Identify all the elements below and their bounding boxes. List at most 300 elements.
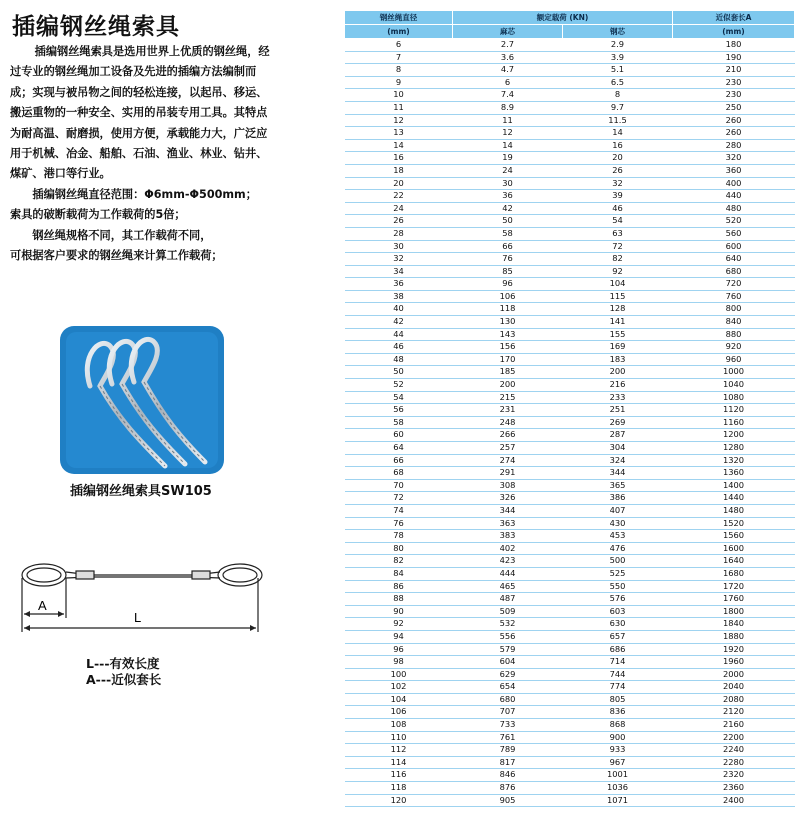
table-row bbox=[345, 278, 795, 291]
sling-dimension-diagram bbox=[10, 548, 280, 648]
description-paragraph: 插编钢丝绳索具是选用世界上优质的钢丝绳，经过专业的钢丝绳加工设备及先进的插编方法编制而成；实现与被吊物之间的轻松连接，以起吊、移运、搬运重物的一种安全、实用的吊装专用工具。其特点为耐高温、耐磨损，使用方便，承载能力大，广泛应用于机械、冶金、船舶、石油、渔业、林业、钻井、煤矿、港口等行业。 bbox=[10, 45, 270, 181]
cell-diameter: 68 bbox=[345, 467, 453, 480]
cell-loop-length: 1920 bbox=[673, 643, 795, 656]
cell-loop-length: 2240 bbox=[673, 744, 795, 757]
cell-diameter: 90 bbox=[345, 605, 453, 618]
table-row bbox=[345, 76, 795, 89]
cell-fiber-core-load: 170 bbox=[453, 353, 563, 366]
cell-loop-length: 260 bbox=[673, 114, 795, 127]
cell-fiber-core-load: 248 bbox=[453, 416, 563, 429]
cell-fiber-core-load: 66 bbox=[453, 240, 563, 253]
table-row bbox=[345, 618, 795, 631]
table-row bbox=[345, 164, 795, 177]
table-row bbox=[345, 114, 795, 127]
cell-diameter: 13 bbox=[345, 127, 453, 140]
cell-loop-length: 1400 bbox=[673, 479, 795, 492]
cell-diameter: 88 bbox=[345, 593, 453, 606]
cell-steel-core-load: 900 bbox=[563, 731, 673, 744]
table-row bbox=[345, 769, 795, 782]
cell-fiber-core-load: 817 bbox=[453, 756, 563, 769]
cell-fiber-core-load: 629 bbox=[453, 668, 563, 681]
cell-diameter: 112 bbox=[345, 744, 453, 757]
cell-diameter: 32 bbox=[345, 253, 453, 266]
cell-diameter: 26 bbox=[345, 215, 453, 228]
table-row bbox=[345, 51, 795, 64]
cell-fiber-core-load: 509 bbox=[453, 605, 563, 618]
table-row bbox=[345, 253, 795, 266]
cell-diameter: 11 bbox=[345, 101, 453, 114]
cell-steel-core-load: 657 bbox=[563, 630, 673, 643]
cell-loop-length: 1040 bbox=[673, 379, 795, 392]
cell-diameter: 12 bbox=[345, 114, 453, 127]
table-row bbox=[345, 794, 795, 807]
specification-table-container bbox=[344, 10, 794, 807]
cell-loop-length: 1600 bbox=[673, 542, 795, 555]
cell-steel-core-load: 774 bbox=[563, 681, 673, 694]
table-body bbox=[345, 39, 795, 807]
cell-loop-length: 2400 bbox=[673, 794, 795, 807]
cell-diameter: 44 bbox=[345, 328, 453, 341]
table-row bbox=[345, 240, 795, 253]
cell-steel-core-load: 933 bbox=[563, 744, 673, 757]
table-row bbox=[345, 227, 795, 240]
cell-diameter: 14 bbox=[345, 139, 453, 152]
cell-fiber-core-load: 326 bbox=[453, 492, 563, 505]
cell-steel-core-load: 576 bbox=[563, 593, 673, 606]
cell-diameter: 30 bbox=[345, 240, 453, 253]
cell-fiber-core-load: 532 bbox=[453, 618, 563, 631]
cell-steel-core-load: 1001 bbox=[563, 769, 673, 782]
cell-loop-length: 720 bbox=[673, 278, 795, 291]
cell-loop-length: 840 bbox=[673, 316, 795, 329]
cell-loop-length: 1200 bbox=[673, 429, 795, 442]
cell-fiber-core-load: 308 bbox=[453, 479, 563, 492]
cell-steel-core-load: 115 bbox=[563, 290, 673, 303]
cell-steel-core-load: 550 bbox=[563, 580, 673, 593]
cell-fiber-core-load: 143 bbox=[453, 328, 563, 341]
cell-diameter: 92 bbox=[345, 618, 453, 631]
table-row bbox=[345, 39, 795, 52]
cell-loop-length: 180 bbox=[673, 39, 795, 52]
cell-fiber-core-load: 76 bbox=[453, 253, 563, 266]
cell-diameter: 84 bbox=[345, 567, 453, 580]
cell-diameter: 6 bbox=[345, 39, 453, 52]
cell-loop-length: 1000 bbox=[673, 366, 795, 379]
cell-diameter: 86 bbox=[345, 580, 453, 593]
cell-fiber-core-load: 761 bbox=[453, 731, 563, 744]
cell-loop-length: 1800 bbox=[673, 605, 795, 618]
cell-fiber-core-load: 402 bbox=[453, 542, 563, 555]
cell-steel-core-load: 20 bbox=[563, 152, 673, 165]
cell-fiber-core-load: 215 bbox=[453, 391, 563, 404]
cell-loop-length: 2200 bbox=[673, 731, 795, 744]
cell-loop-length: 1840 bbox=[673, 618, 795, 631]
cell-fiber-core-load: 266 bbox=[453, 429, 563, 442]
dimension-l-label: L bbox=[134, 610, 142, 625]
cell-steel-core-load: 128 bbox=[563, 303, 673, 316]
cell-steel-core-load: 32 bbox=[563, 177, 673, 190]
cell-steel-core-load: 430 bbox=[563, 517, 673, 530]
cell-diameter: 70 bbox=[345, 479, 453, 492]
cell-steel-core-load: 155 bbox=[563, 328, 673, 341]
cell-fiber-core-load: 654 bbox=[453, 681, 563, 694]
cell-fiber-core-load: 106 bbox=[453, 290, 563, 303]
table-row bbox=[345, 719, 795, 732]
cell-fiber-core-load: 465 bbox=[453, 580, 563, 593]
cell-diameter: 98 bbox=[345, 656, 453, 669]
cell-fiber-core-load: 14 bbox=[453, 139, 563, 152]
cell-steel-core-load: 686 bbox=[563, 643, 673, 656]
specification-table bbox=[344, 10, 795, 807]
table-row bbox=[345, 504, 795, 517]
cell-fiber-core-load: 344 bbox=[453, 504, 563, 517]
table-row bbox=[345, 630, 795, 643]
cell-steel-core-load: 287 bbox=[563, 429, 673, 442]
cell-diameter: 102 bbox=[345, 681, 453, 694]
cell-loop-length: 1760 bbox=[673, 593, 795, 606]
cell-steel-core-load: 200 bbox=[563, 366, 673, 379]
cell-loop-length: 760 bbox=[673, 290, 795, 303]
cell-loop-length: 1360 bbox=[673, 467, 795, 480]
cell-steel-core-load: 169 bbox=[563, 341, 673, 354]
dimension-a-label: A bbox=[38, 598, 47, 613]
cell-diameter: 104 bbox=[345, 693, 453, 706]
cell-fiber-core-load: 58 bbox=[453, 227, 563, 240]
cell-steel-core-load: 714 bbox=[563, 656, 673, 669]
table-row bbox=[345, 442, 795, 455]
table-row bbox=[345, 542, 795, 555]
cell-diameter: 100 bbox=[345, 668, 453, 681]
cell-steel-core-load: 603 bbox=[563, 605, 673, 618]
cell-fiber-core-load: 423 bbox=[453, 555, 563, 568]
table-row bbox=[345, 366, 795, 379]
cell-fiber-core-load: 876 bbox=[453, 782, 563, 795]
cell-diameter: 36 bbox=[345, 278, 453, 291]
table-row bbox=[345, 89, 795, 102]
table-row bbox=[345, 152, 795, 165]
header-rated-load: 额定载荷 (KN) bbox=[453, 11, 673, 25]
cell-diameter: 7 bbox=[345, 51, 453, 64]
cell-loop-length: 190 bbox=[673, 51, 795, 64]
cell-loop-length: 260 bbox=[673, 127, 795, 140]
cell-loop-length: 480 bbox=[673, 202, 795, 215]
cell-loop-length: 2120 bbox=[673, 706, 795, 719]
cell-loop-length: 1640 bbox=[673, 555, 795, 568]
product-description bbox=[10, 42, 274, 266]
left-column bbox=[0, 0, 330, 840]
cell-fiber-core-load: 363 bbox=[453, 517, 563, 530]
cell-steel-core-load: 9.7 bbox=[563, 101, 673, 114]
cell-steel-core-load: 82 bbox=[563, 253, 673, 266]
table-row bbox=[345, 127, 795, 140]
table-row bbox=[345, 177, 795, 190]
cell-fiber-core-load: 130 bbox=[453, 316, 563, 329]
cell-steel-core-load: 836 bbox=[563, 706, 673, 719]
cell-steel-core-load: 46 bbox=[563, 202, 673, 215]
legend-loop-length: A---近似套长 bbox=[86, 672, 162, 687]
cell-steel-core-load: 92 bbox=[563, 265, 673, 278]
cell-loop-length: 880 bbox=[673, 328, 795, 341]
header-fiber-core: 麻芯 bbox=[453, 25, 563, 39]
cell-steel-core-load: 365 bbox=[563, 479, 673, 492]
table-row bbox=[345, 290, 795, 303]
cell-diameter: 28 bbox=[345, 227, 453, 240]
cell-steel-core-load: 500 bbox=[563, 555, 673, 568]
cell-steel-core-load: 63 bbox=[563, 227, 673, 240]
table-row bbox=[345, 202, 795, 215]
cell-loop-length: 1440 bbox=[673, 492, 795, 505]
cell-fiber-core-load: 6 bbox=[453, 76, 563, 89]
cell-fiber-core-load: 4.7 bbox=[453, 64, 563, 77]
table-row bbox=[345, 467, 795, 480]
cell-fiber-core-load: 8.9 bbox=[453, 101, 563, 114]
cell-diameter: 38 bbox=[345, 290, 453, 303]
cell-steel-core-load: 54 bbox=[563, 215, 673, 228]
table-row bbox=[345, 353, 795, 366]
cell-diameter: 110 bbox=[345, 731, 453, 744]
cell-steel-core-load: 216 bbox=[563, 379, 673, 392]
product-photo bbox=[60, 326, 224, 474]
cell-steel-core-load: 304 bbox=[563, 442, 673, 455]
cell-loop-length: 560 bbox=[673, 227, 795, 240]
cell-loop-length: 2280 bbox=[673, 756, 795, 769]
table-row bbox=[345, 454, 795, 467]
header-diameter: 钢丝绳直径 bbox=[345, 11, 453, 25]
cell-fiber-core-load: 789 bbox=[453, 744, 563, 757]
table-row bbox=[345, 341, 795, 354]
description-breaking-load: 索具的破断载荷为工作载荷的5倍； bbox=[10, 208, 186, 222]
table-row bbox=[345, 391, 795, 404]
cell-fiber-core-load: 274 bbox=[453, 454, 563, 467]
cell-steel-core-load: 386 bbox=[563, 492, 673, 505]
cell-loop-length: 520 bbox=[673, 215, 795, 228]
cell-loop-length: 250 bbox=[673, 101, 795, 114]
cell-loop-length: 2360 bbox=[673, 782, 795, 795]
cell-steel-core-load: 11.5 bbox=[563, 114, 673, 127]
table-row bbox=[345, 101, 795, 114]
cell-diameter: 20 bbox=[345, 177, 453, 190]
cell-diameter: 114 bbox=[345, 756, 453, 769]
table-row bbox=[345, 404, 795, 417]
table-row bbox=[345, 681, 795, 694]
cell-steel-core-load: 407 bbox=[563, 504, 673, 517]
cell-loop-length: 210 bbox=[673, 64, 795, 77]
table-row bbox=[345, 190, 795, 203]
cell-diameter: 74 bbox=[345, 504, 453, 517]
wire-rope-slings-image bbox=[60, 326, 224, 474]
cell-loop-length: 1160 bbox=[673, 416, 795, 429]
cell-loop-length: 1960 bbox=[673, 656, 795, 669]
table-row bbox=[345, 379, 795, 392]
cell-fiber-core-load: 2.7 bbox=[453, 39, 563, 52]
cell-steel-core-load: 1071 bbox=[563, 794, 673, 807]
cell-diameter: 40 bbox=[345, 303, 453, 316]
cell-loop-length: 320 bbox=[673, 152, 795, 165]
cell-fiber-core-load: 444 bbox=[453, 567, 563, 580]
table-row bbox=[345, 429, 795, 442]
cell-loop-length: 1560 bbox=[673, 530, 795, 543]
cell-fiber-core-load: 231 bbox=[453, 404, 563, 417]
description-custom-note: 可根据客户要求的钢丝绳来计算工作载荷； bbox=[10, 249, 223, 263]
cell-diameter: 10 bbox=[345, 89, 453, 102]
cell-steel-core-load: 14 bbox=[563, 127, 673, 140]
description-spec-note: 钢丝绳规格不同，其工作载荷不同， bbox=[32, 228, 212, 242]
cell-loop-length: 280 bbox=[673, 139, 795, 152]
table-header-row bbox=[345, 11, 795, 25]
cell-loop-length: 1080 bbox=[673, 391, 795, 404]
cell-diameter: 24 bbox=[345, 202, 453, 215]
table-row bbox=[345, 303, 795, 316]
cell-diameter: 60 bbox=[345, 429, 453, 442]
cell-fiber-core-load: 156 bbox=[453, 341, 563, 354]
cell-loop-length: 1520 bbox=[673, 517, 795, 530]
cell-fiber-core-load: 383 bbox=[453, 530, 563, 543]
cell-diameter: 22 bbox=[345, 190, 453, 203]
cell-steel-core-load: 233 bbox=[563, 391, 673, 404]
cell-fiber-core-load: 185 bbox=[453, 366, 563, 379]
table-row bbox=[345, 316, 795, 329]
left-eye-loop bbox=[22, 564, 66, 586]
cell-fiber-core-load: 7.4 bbox=[453, 89, 563, 102]
cell-diameter: 120 bbox=[345, 794, 453, 807]
cell-diameter: 80 bbox=[345, 542, 453, 555]
cell-steel-core-load: 1036 bbox=[563, 782, 673, 795]
cell-diameter: 52 bbox=[345, 379, 453, 392]
cell-steel-core-load: 26 bbox=[563, 164, 673, 177]
cell-loop-length: 2040 bbox=[673, 681, 795, 694]
cell-steel-core-load: 630 bbox=[563, 618, 673, 631]
cell-diameter: 82 bbox=[345, 555, 453, 568]
cell-fiber-core-load: 50 bbox=[453, 215, 563, 228]
cell-fiber-core-load: 579 bbox=[453, 643, 563, 656]
header-loop-unit: (mm) bbox=[673, 25, 795, 39]
table-row bbox=[345, 517, 795, 530]
cell-steel-core-load: 453 bbox=[563, 530, 673, 543]
cell-steel-core-load: 72 bbox=[563, 240, 673, 253]
table-row bbox=[345, 64, 795, 77]
table-row bbox=[345, 693, 795, 706]
cell-loop-length: 920 bbox=[673, 341, 795, 354]
cell-loop-length: 230 bbox=[673, 89, 795, 102]
table-row bbox=[345, 265, 795, 278]
cell-diameter: 118 bbox=[345, 782, 453, 795]
cell-diameter: 94 bbox=[345, 630, 453, 643]
table-row bbox=[345, 605, 795, 618]
cell-diameter: 50 bbox=[345, 366, 453, 379]
cell-fiber-core-load: 291 bbox=[453, 467, 563, 480]
cell-steel-core-load: 183 bbox=[563, 353, 673, 366]
table-row bbox=[345, 593, 795, 606]
cell-steel-core-load: 141 bbox=[563, 316, 673, 329]
table-row bbox=[345, 416, 795, 429]
cell-steel-core-load: 868 bbox=[563, 719, 673, 732]
cell-diameter: 34 bbox=[345, 265, 453, 278]
table-row bbox=[345, 479, 795, 492]
cell-steel-core-load: 525 bbox=[563, 567, 673, 580]
table-row bbox=[345, 567, 795, 580]
cell-diameter: 56 bbox=[345, 404, 453, 417]
cell-diameter: 46 bbox=[345, 341, 453, 354]
cell-loop-length: 1120 bbox=[673, 404, 795, 417]
cell-diameter: 48 bbox=[345, 353, 453, 366]
cell-loop-length: 440 bbox=[673, 190, 795, 203]
cell-loop-length: 1320 bbox=[673, 454, 795, 467]
cell-diameter: 78 bbox=[345, 530, 453, 543]
cell-diameter: 72 bbox=[345, 492, 453, 505]
cell-fiber-core-load: 680 bbox=[453, 693, 563, 706]
header-steel-core: 钢芯 bbox=[563, 25, 673, 39]
cell-steel-core-load: 476 bbox=[563, 542, 673, 555]
cell-loop-length: 2320 bbox=[673, 769, 795, 782]
right-eye-loop bbox=[218, 564, 262, 586]
table-row bbox=[345, 668, 795, 681]
cell-loop-length: 2000 bbox=[673, 668, 795, 681]
cell-fiber-core-load: 19 bbox=[453, 152, 563, 165]
cell-fiber-core-load: 846 bbox=[453, 769, 563, 782]
table-row bbox=[345, 706, 795, 719]
table-row bbox=[345, 643, 795, 656]
cell-loop-length: 2160 bbox=[673, 719, 795, 732]
cell-loop-length: 600 bbox=[673, 240, 795, 253]
cell-steel-core-load: 5.1 bbox=[563, 64, 673, 77]
table-row bbox=[345, 139, 795, 152]
cell-loop-length: 2080 bbox=[673, 693, 795, 706]
cell-fiber-core-load: 30 bbox=[453, 177, 563, 190]
cell-fiber-core-load: 96 bbox=[453, 278, 563, 291]
cell-steel-core-load: 251 bbox=[563, 404, 673, 417]
cell-fiber-core-load: 604 bbox=[453, 656, 563, 669]
cell-diameter: 76 bbox=[345, 517, 453, 530]
header-loop-length: 近似套长A bbox=[673, 11, 795, 25]
page-title: 插编钢丝绳索具 bbox=[12, 14, 180, 40]
description-diameter-range: 插编钢丝绳直径范围：Φ6mm-Φ500mm； bbox=[32, 187, 257, 201]
cell-loop-length: 680 bbox=[673, 265, 795, 278]
table-row bbox=[345, 731, 795, 744]
cell-diameter: 64 bbox=[345, 442, 453, 455]
cell-loop-length: 1880 bbox=[673, 630, 795, 643]
cell-loop-length: 360 bbox=[673, 164, 795, 177]
cell-steel-core-load: 269 bbox=[563, 416, 673, 429]
cell-steel-core-load: 39 bbox=[563, 190, 673, 203]
cell-loop-length: 230 bbox=[673, 76, 795, 89]
header-diameter-unit: (mm) bbox=[345, 25, 453, 39]
table-row bbox=[345, 756, 795, 769]
cell-steel-core-load: 805 bbox=[563, 693, 673, 706]
cell-loop-length: 1280 bbox=[673, 442, 795, 455]
table-row bbox=[345, 215, 795, 228]
cell-fiber-core-load: 3.6 bbox=[453, 51, 563, 64]
cell-fiber-core-load: 11 bbox=[453, 114, 563, 127]
cell-fiber-core-load: 556 bbox=[453, 630, 563, 643]
table-row bbox=[345, 530, 795, 543]
cell-diameter: 54 bbox=[345, 391, 453, 404]
cell-diameter: 18 bbox=[345, 164, 453, 177]
cell-diameter: 66 bbox=[345, 454, 453, 467]
legend-effective-length: L---有效长度 bbox=[86, 656, 160, 671]
cell-loop-length: 640 bbox=[673, 253, 795, 266]
cell-steel-core-load: 344 bbox=[563, 467, 673, 480]
cell-diameter: 96 bbox=[345, 643, 453, 656]
table-row bbox=[345, 555, 795, 568]
cell-fiber-core-load: 733 bbox=[453, 719, 563, 732]
cell-steel-core-load: 6.5 bbox=[563, 76, 673, 89]
cell-steel-core-load: 744 bbox=[563, 668, 673, 681]
cell-fiber-core-load: 42 bbox=[453, 202, 563, 215]
cell-diameter: 58 bbox=[345, 416, 453, 429]
cell-steel-core-load: 2.9 bbox=[563, 39, 673, 52]
cell-steel-core-load: 967 bbox=[563, 756, 673, 769]
cell-diameter: 16 bbox=[345, 152, 453, 165]
